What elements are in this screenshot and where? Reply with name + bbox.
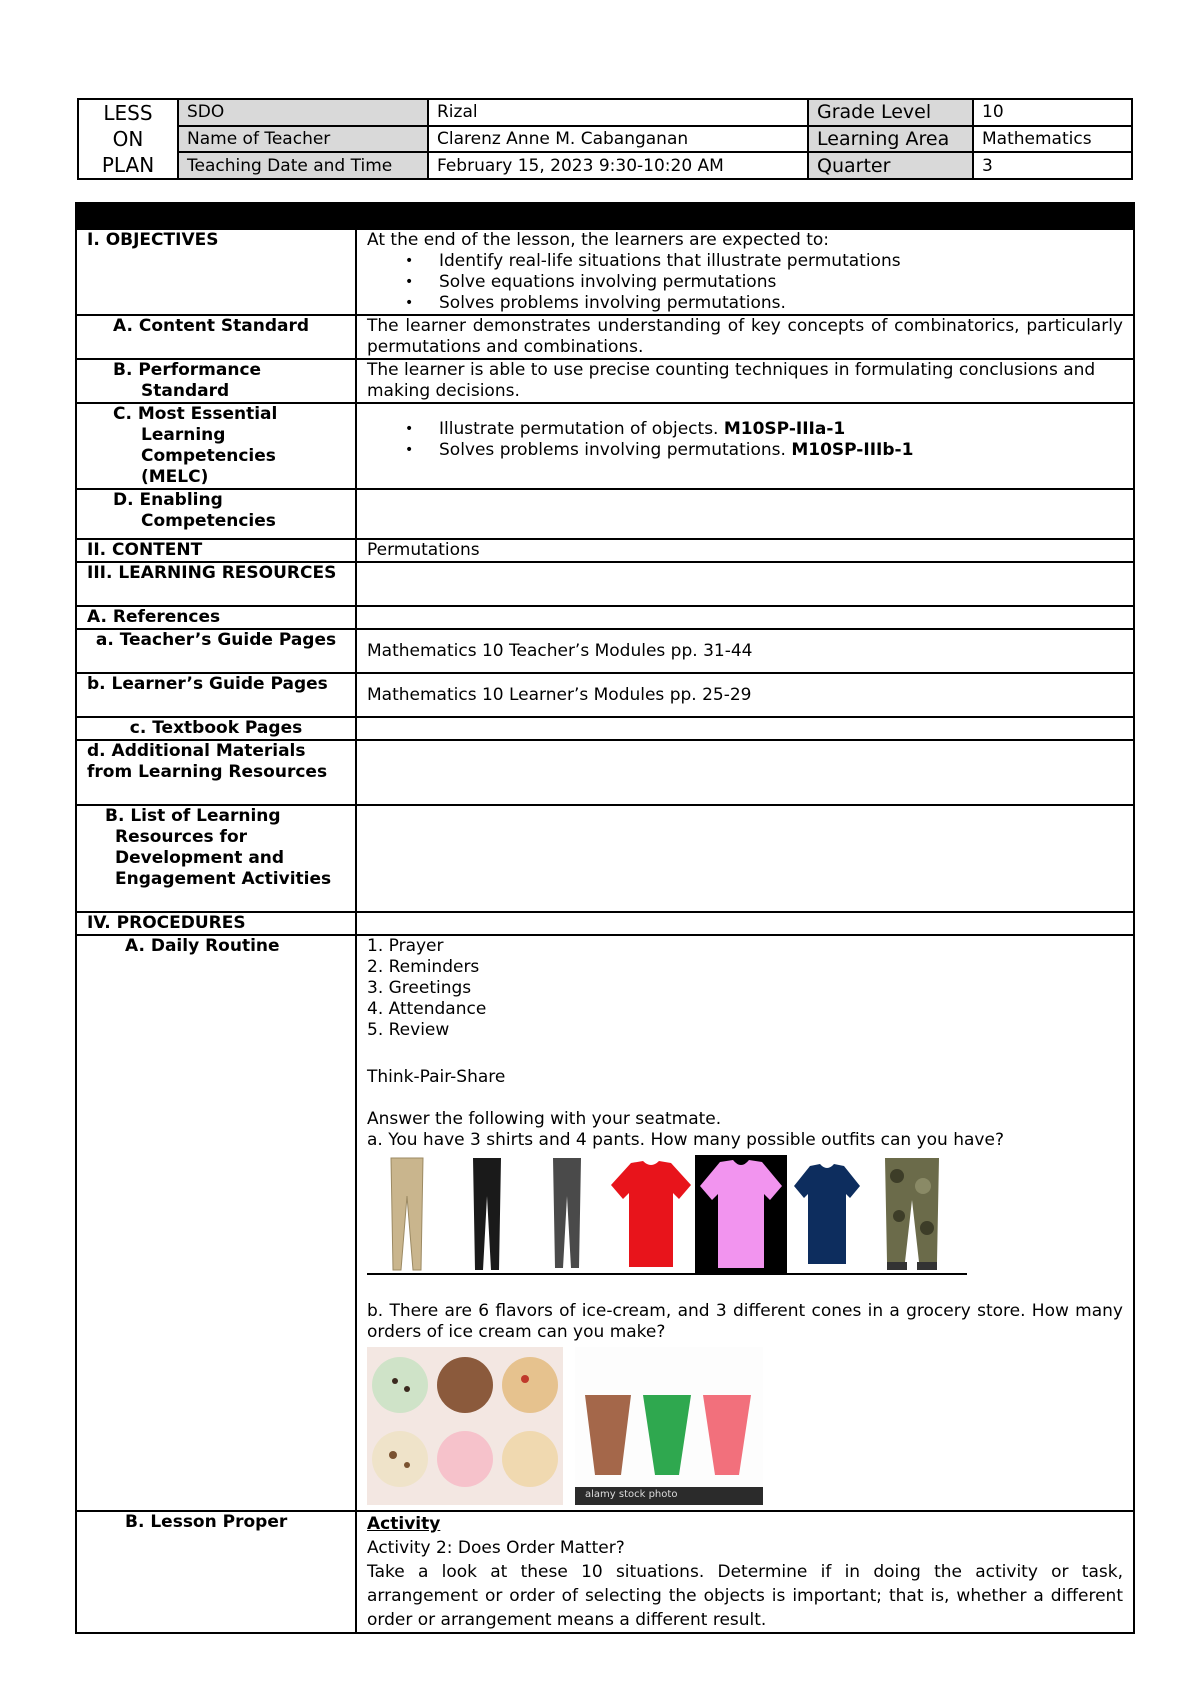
ice-cream-cones-image [575,1347,763,1511]
activity-name: Think-Pair-Share [367,1067,506,1087]
competency-code: M10SP-IIIa-1 [723,419,846,439]
procedures-label: IV. PROCEDURES [76,912,356,935]
learning-area-label: Learning Area [808,126,973,153]
enabling-text [356,489,1134,539]
list-item: • Illustrate permutation of objects. M10SP-IIIa-1 [439,419,1123,440]
resources-label: III. LEARNING RESOURCES [76,562,356,606]
navy-shirt-image [787,1155,867,1273]
list-item: • Solve equations involving permutations [439,272,1123,293]
grade-level-value: 10 [973,99,1132,126]
learners-guide-value: Mathematics 10 Learner’s Modules pp. 25-29 [356,673,1134,717]
pink-shirt-image [695,1155,787,1273]
lesson-proper-row [76,1511,1134,1633]
grade-level-label: Grade Level [808,99,973,126]
performance-standard-row [76,359,1134,403]
routine-item: 2. Reminders [367,957,480,977]
activity-heading: Activity [367,1514,441,1534]
melc-list [367,419,1123,461]
list-item: • Solves problems involving permutations. [439,293,1123,314]
sdo-label: SDO [178,99,428,126]
black-pants-image [447,1155,527,1273]
ice-cream-flavors-image [367,1347,563,1511]
textbook-label: c. Textbook Pages [76,717,356,740]
enabling-row [76,489,1134,539]
objectives-intro: At the end of the lesson, the learners are expected to: [367,230,830,250]
teacher-value: Clarenz Anne M. Cabanganan [428,126,808,153]
date-time-label: Teaching Date and Time [178,152,428,179]
quarter-value: 3 [973,152,1132,179]
quarter-label: Quarter [808,152,973,179]
lesson-plan-title: LESS ON PLAN [78,99,178,179]
references-label: A. References [76,606,356,629]
content-row [76,539,1134,562]
gray-pants-image [527,1155,607,1273]
melc-label: C. Most Essential Learning Competencies (MELC) [113,404,278,487]
routine-item: 4. Attendance [367,999,487,1019]
melc-row [76,403,1134,489]
list-item: • Solves problems involving permutations. M10SP-IIIb-1 [439,440,1123,461]
content-text: Permutations [356,539,1134,562]
clothing-images [367,1153,967,1275]
references-row [76,606,1134,629]
lesson-proper-label: B. Lesson Proper [76,1511,356,1633]
enabling-label: D. Enabling Competencies [113,490,276,531]
header-table [77,98,1133,180]
content-label: II. CONTENT [76,539,356,562]
ice-cream-images [367,1347,1123,1507]
date-time-value: February 15, 2023 9:30-10:20 AM [428,152,808,179]
performance-standard-label: B. Performance Standard [113,360,262,401]
competency-code: M10SP-IIIb-1 [791,440,914,460]
teachers-guide-value: Mathematics 10 Teacher’s Modules pp. 31-44 [356,629,1134,673]
question-b: b. There are 6 flavors of ice-cream, and 3 different cones in a grocery store. How many orders of ice cream can you make? [367,1301,1123,1342]
camo-pants-image [867,1155,957,1273]
teacher-label: Name of Teacher [178,126,428,153]
routine-item: 1. Prayer [367,936,444,956]
learning-area-value: Mathematics [973,126,1132,153]
procedures-row [76,912,1134,935]
red-shirt-image [607,1155,695,1273]
additional-materials-row [76,740,1134,805]
photo-watermark: alamy stock photo [585,1489,678,1500]
sdo-value: Rizal [428,99,808,126]
routine-item: 3. Greetings [367,978,472,998]
objectives-row [76,229,1134,315]
list-item: • Identify real-life situations that illustrate permutations [439,251,1123,272]
additional-materials-label: d. Additional Materials from Learning Resources [76,740,356,805]
daily-routine-row [76,935,1134,1511]
content-standard-text: The learner demonstrates understanding of key concepts of combinatorics, particularly permutations and combinations. [356,315,1134,359]
teachers-guide-label: a. Teacher’s Guide Pages [76,629,356,673]
header-bar [76,203,1134,229]
learners-guide-row [76,673,1134,717]
content-standard-row [76,315,1134,359]
textbook-row [76,717,1134,740]
khaki-pants-image [367,1155,447,1273]
question-a: a. You have 3 shirts and 4 pants. How many possible outfits can you have? [367,1130,1004,1150]
teachers-guide-row [76,629,1134,673]
learners-guide-label: b. Learner’s Guide Pages [76,673,356,717]
activity-instruction: Answer the following with your seatmate. [367,1109,722,1129]
objectives-label: I. OBJECTIVES [76,229,356,315]
list-of-resources-row [76,805,1134,912]
activity-title: Activity 2: Does Order Matter? [367,1538,625,1558]
content-standard-label: A. Content Standard [76,315,356,359]
activity-text: Take a look at these 10 situations. Determine if in doing the activity or task, arrangement or order of selecting the objects is important; that is, whether a different order or arrangement means a different result. [367,1562,1123,1630]
resources-row [76,562,1134,606]
list-of-resources-label: B. List of Learning Resources for Development and Engagement Activities [105,806,332,889]
lesson-plan-table [75,202,1135,1634]
objectives-list [367,251,1123,314]
routine-item: 5. Review [367,1020,450,1040]
daily-routine-label: A. Daily Routine [76,935,356,1511]
performance-standard-text: The learner is able to use precise counting techniques in formulating conclusions and making decisions. [356,359,1134,403]
